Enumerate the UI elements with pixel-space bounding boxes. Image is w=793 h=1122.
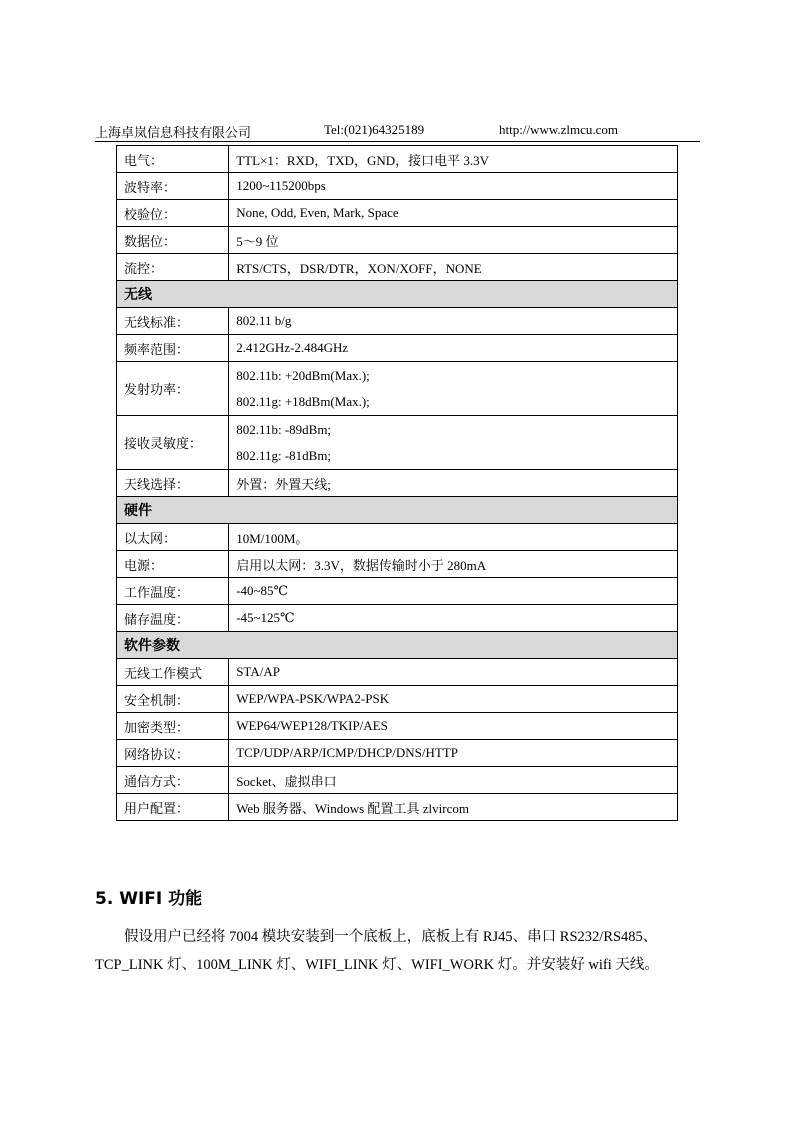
- row-label: 流控：: [117, 254, 229, 281]
- table-row: [117, 659, 678, 686]
- section-header-hardware: [117, 497, 678, 524]
- row-value: 802.11 b/g: [229, 308, 678, 335]
- table-row: [117, 740, 678, 767]
- section-header-wireless: [117, 281, 678, 308]
- row-value: -40~85℃: [229, 578, 678, 605]
- row-label: 工作温度：: [117, 578, 229, 605]
- row-value: WEP64/WEP128/TKIP/AES: [229, 713, 678, 740]
- row-value: None, Odd, Even, Mark, Space: [229, 200, 678, 227]
- row-value: Web 服务器、Windows 配置工具 zlvircom: [229, 794, 678, 821]
- row-value-line: 802.11b: -89dBm;: [236, 421, 332, 437]
- table-row: [117, 524, 678, 551]
- page-header: [95, 120, 700, 140]
- row-value: [229, 362, 678, 416]
- row-label: 接收灵敏度：: [117, 416, 229, 470]
- table-row: [117, 578, 678, 605]
- row-label: 安全机制：: [117, 686, 229, 713]
- row-value-line: 802.11g: +18dBm(Max.);: [236, 393, 370, 409]
- row-label: 以太网：: [117, 524, 229, 551]
- section-5-heading: 5. WIFI 功能: [95, 889, 203, 909]
- row-label: 通信方式：: [117, 767, 229, 794]
- row-value: 启用以太网：3.3V，数据传输时小于 280mA: [229, 551, 678, 578]
- table-row: [117, 173, 678, 200]
- row-value: TTL×1：RXD，TXD，GND，接口电平 3.3V: [229, 146, 678, 173]
- row-label: 无线工作模式: [117, 659, 229, 686]
- row-value: Socket、虚拟串口: [229, 767, 678, 794]
- row-value: 5～9 位: [229, 227, 678, 254]
- table-row: [117, 362, 678, 416]
- table-row: [117, 200, 678, 227]
- row-label: 频率范围：: [117, 335, 229, 362]
- row-label: 天线选择：: [117, 470, 229, 497]
- table-row: [117, 713, 678, 740]
- row-label: 网络协议：: [117, 740, 229, 767]
- row-value-line: 802.11b: +20dBm(Max.);: [236, 367, 370, 383]
- row-label: 无线标准：: [117, 308, 229, 335]
- spec-table: [116, 145, 678, 821]
- row-value: -45~125℃: [229, 605, 678, 632]
- row-value: STA/AP: [229, 659, 678, 686]
- header-company: 上海卓岚信息科技有限公司: [95, 125, 252, 140]
- table-row: [117, 470, 678, 497]
- row-label: 波特率：: [117, 173, 229, 200]
- section-header-software: [117, 632, 678, 659]
- row-label: 电气：: [117, 146, 229, 173]
- row-label: 储存温度：: [117, 605, 229, 632]
- table-row: [117, 308, 678, 335]
- row-value-line: 802.11g: -81dBm;: [236, 447, 332, 463]
- row-value: 外置：外置天线;: [229, 470, 678, 497]
- row-label: 加密类型：: [117, 713, 229, 740]
- table-row: [117, 551, 678, 578]
- table-row: [117, 794, 678, 821]
- table-row: [117, 227, 678, 254]
- section-title: 无线: [117, 281, 678, 308]
- section-5-paragraph-line-2: TCP_LINK 灯、100M_LINK 灯、WIFI_LINK 灯、WIFI_WORK 灯。并安装好 wifi 天线。: [95, 957, 659, 973]
- row-value: WEP/WPA-PSK/WPA2-PSK: [229, 686, 678, 713]
- table-row: [117, 686, 678, 713]
- section-title: 硬件: [117, 497, 678, 524]
- row-label: 校验位：: [117, 200, 229, 227]
- table-row: [117, 146, 678, 173]
- table-row: [117, 254, 678, 281]
- row-label: 发射功率：: [117, 362, 229, 416]
- table-row: [117, 335, 678, 362]
- row-label: 电源：: [117, 551, 229, 578]
- row-value: 2.412GHz-2.484GHz: [229, 335, 678, 362]
- header-tel: Tel:(021)64325189: [324, 122, 425, 137]
- row-value: 1200~115200bps: [229, 173, 678, 200]
- row-label: 数据位：: [117, 227, 229, 254]
- section-title: 软件参数: [117, 632, 678, 659]
- header-divider: [95, 141, 700, 142]
- row-value: RTS/CTS，DSR/DTR，XON/XOFF，NONE: [229, 254, 678, 281]
- header-url: http://www.zlmcu.com: [499, 122, 619, 137]
- row-value: TCP/UDP/ARP/ICMP/DHCP/DNS/HTTP: [229, 740, 678, 767]
- section-5-paragraph-line-1: 假设用户已经将 7004 模块安装到一个底板上，底板上有 RJ45、串口 RS232/RS485、: [124, 929, 658, 945]
- row-value: [229, 416, 678, 470]
- table-row: [117, 605, 678, 632]
- row-label: 用户配置：: [117, 794, 229, 821]
- table-row: [117, 767, 678, 794]
- table-row: [117, 416, 678, 470]
- row-value: 10M/100M。: [229, 524, 678, 551]
